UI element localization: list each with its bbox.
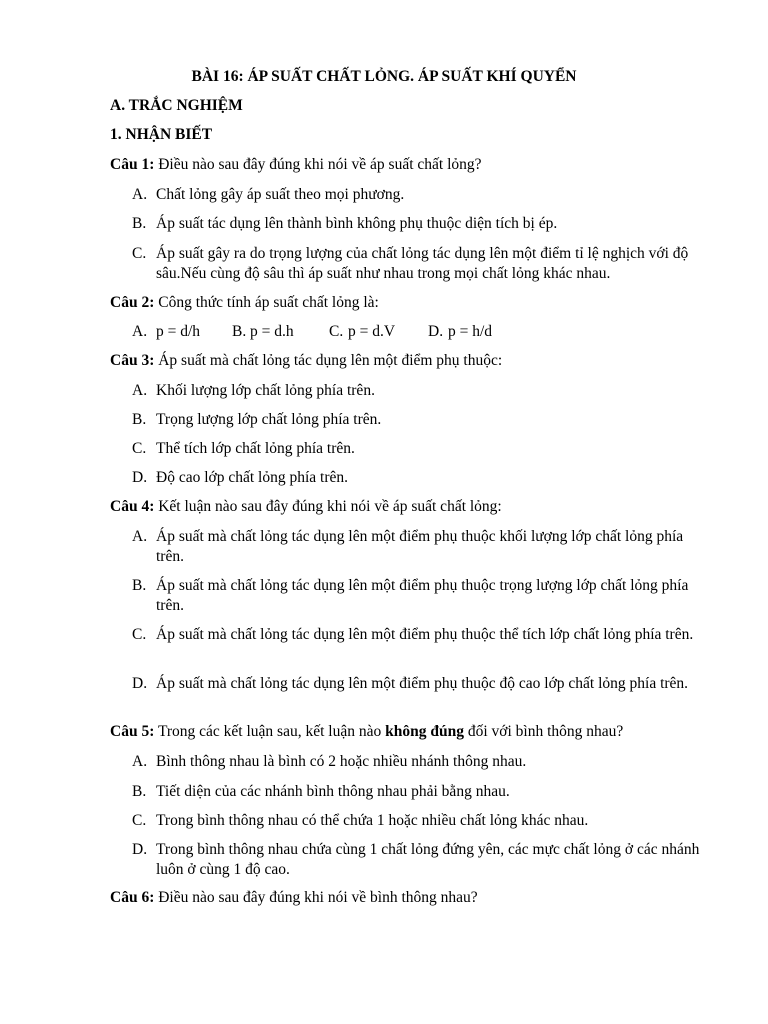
option-1b <box>132 214 712 234</box>
question-text: Công thức tính áp suất chất lỏng là: <box>154 294 379 311</box>
option-letter: D. <box>428 323 444 340</box>
question-label: Câu 1: <box>110 156 155 173</box>
question-text: đối với bình thông nhau? <box>463 723 624 740</box>
option-letter: D. <box>132 841 148 858</box>
option-letter: C. <box>132 245 147 262</box>
option-letter: A. <box>132 753 148 770</box>
option-1c <box>132 244 712 284</box>
option-4a <box>132 527 712 567</box>
option-letter: B. <box>132 215 147 232</box>
option-text: Trong bình thông nhau chứa cùng 1 chất lỏng đứng yên, các mực chất lỏng ở các nhánh luôn ở cùng 1 độ cao. <box>156 841 700 878</box>
option-5b <box>132 782 712 802</box>
option-1a <box>132 185 712 205</box>
subsection-heading: 1. NHẬN BIẾT <box>110 126 213 143</box>
section-heading: A. TRẮC NGHIỆM <box>110 97 243 114</box>
option-letter: B. <box>132 783 147 800</box>
option-text: Bình thông nhau là bình có 2 hoặc nhiều nhánh thông nhau. <box>156 753 527 770</box>
option-letter: A. <box>132 382 148 399</box>
option-text: p = h/d <box>448 323 493 340</box>
question-text: Điều nào sau đây đúng khi nói về áp suất chất lỏng? <box>154 156 482 173</box>
question-1 <box>110 156 482 174</box>
question-6 <box>110 889 478 907</box>
option-4b <box>132 576 712 616</box>
option-letter: A. <box>132 186 148 203</box>
question-text: Trong các kết luận sau, kết luận nào <box>154 723 386 740</box>
option-text: Thể tích lớp chất lỏng phía trên. <box>156 440 355 457</box>
options-2-inline <box>132 323 492 341</box>
option-text: Áp suất mà chất lỏng tác dụng lên một điểm phụ thuộc thể tích lớp chất lỏng phía trên. <box>156 626 694 643</box>
question-label: Câu 2: <box>110 294 155 311</box>
option-letter: B. <box>232 323 247 340</box>
option-text: Chất lỏng gây áp suất theo mọi phương. <box>156 186 405 203</box>
question-5 <box>110 723 623 741</box>
option-3d <box>132 468 712 488</box>
question-label: Câu 6: <box>110 889 155 906</box>
option-4d <box>132 674 712 694</box>
question-2 <box>110 294 379 312</box>
option-5a <box>132 752 712 772</box>
option-text: Áp suất mà chất lỏng tác dụng lên một điểm phụ thuộc khối lượng lớp chất lỏng phía trên. <box>156 528 684 565</box>
option-text: Độ cao lớp chất lỏng phía trên. <box>156 469 348 486</box>
option-letter: D. <box>132 469 148 486</box>
option-3c <box>132 439 712 459</box>
option-text: Áp suất mà chất lỏng tác dụng lên một điểm phụ thuộc độ cao lớp chất lỏng phía trên. <box>156 675 689 692</box>
question-3 <box>110 352 502 370</box>
question-text: Điều nào sau đây đúng khi nói về bình thông nhau? <box>154 889 478 906</box>
option-text: p = d/h <box>156 323 201 340</box>
option-letter: C. <box>132 440 147 457</box>
option-text: Khối lượng lớp chất lỏng phía trên. <box>156 382 375 399</box>
option-text: Áp suất tác dụng lên thành bình không phụ thuộc diện tích bị ép. <box>156 215 558 232</box>
question-label: Câu 3: <box>110 352 155 369</box>
option-text: p = d.h <box>250 323 294 340</box>
option-letter: D. <box>132 675 148 692</box>
option-text: p = d.V <box>348 323 396 340</box>
option-text: Tiết diện của các nhánh bình thông nhau phải bằng nhau. <box>156 783 510 800</box>
option-4c <box>132 625 712 645</box>
option-letter: B. <box>132 577 147 594</box>
option-text: Áp suất mà chất lỏng tác dụng lên một điểm phụ thuộc trọng lượng lớp chất lỏng phía trên. <box>156 577 689 614</box>
option-letter: A. <box>132 323 148 340</box>
option-3b <box>132 410 712 430</box>
question-emphasis: không đúng <box>385 723 464 740</box>
lesson-title: BÀI 16: ÁP SUẤT CHẤT LỎNG. ÁP SUẤT KHÍ QUYỂN <box>191 68 577 85</box>
option-text: Trọng lượng lớp chất lỏng phía trên. <box>156 411 382 428</box>
option-text: Trong bình thông nhau có thể chứa 1 hoặc nhiều chất lỏng khác nhau. <box>156 812 589 829</box>
option-5c <box>132 811 712 831</box>
option-letter: C. <box>329 323 344 340</box>
option-letter: C. <box>132 626 147 643</box>
option-letter: A. <box>132 528 148 545</box>
question-4 <box>110 498 502 516</box>
option-text: Áp suất gây ra do trọng lượng của chất lỏng tác dụng lên một điểm tỉ lệ nghịch với độ sâu.Nếu cùng độ sâu thì áp suất như nhau trong mọi chất lỏng khác nhau. <box>156 245 689 282</box>
question-label: Câu 4: <box>110 498 155 515</box>
question-text: Kết luận nào sau đây đúng khi nói về áp suất chất lỏng: <box>154 498 502 515</box>
option-letter: C. <box>132 812 147 829</box>
question-text: Áp suất mà chất lỏng tác dụng lên một điểm phụ thuộc: <box>154 352 503 369</box>
option-5d <box>132 840 712 880</box>
option-3a <box>132 381 712 401</box>
option-letter: B. <box>132 411 147 428</box>
question-label: Câu 5: <box>110 723 155 740</box>
